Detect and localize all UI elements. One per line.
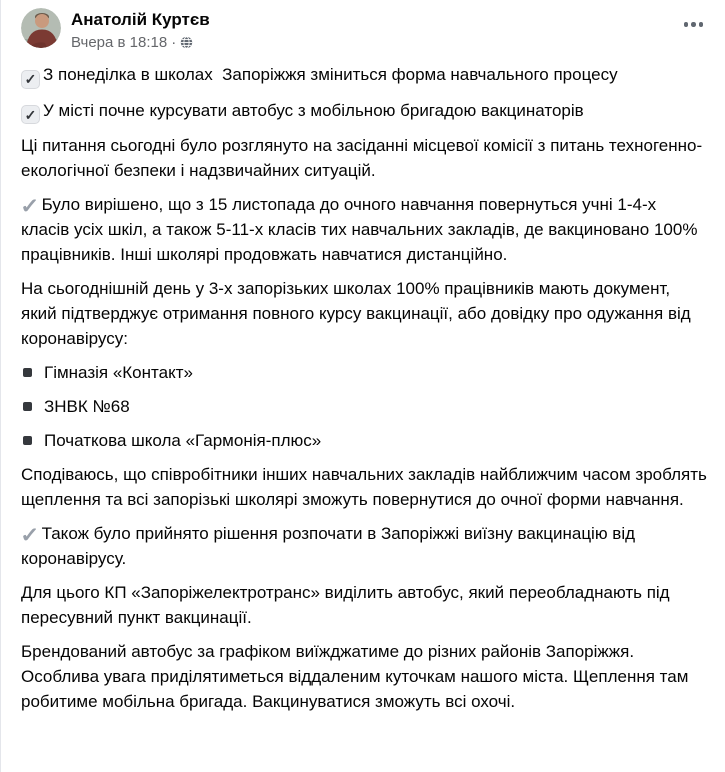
post-paragraph: ✓ У місті почне курсувати автобус з мобільною бригадою вакцинаторів [21, 98, 707, 125]
ballot-box-check-icon: ✓ [21, 105, 40, 124]
black-square-bullet-icon [23, 368, 32, 377]
post-paragraph: На сьогоднішній день у 3-х запорізьких школах 100% працівників мають документ, який підтверджує отримання повного курсу вакцинації, або довідку про одужання від коронавірусу: [21, 279, 696, 348]
black-square-bullet-icon [23, 402, 32, 411]
globe-public-icon [180, 36, 193, 49]
gray-check-icon: ✓ [20, 195, 40, 218]
timestamp[interactable]: Вчера в 18:18 [71, 34, 168, 51]
post-paragraph: ✓ Також було прийнято рішення розпочати в Запоріжжі виїзну вакцинацію від коронавірусу. [20, 524, 640, 568]
post-list-item: Гімназія «Контакт» [21, 360, 707, 385]
post-paragraph: ✓ З понеділка в школах Запоріжжя зміниться форма навчального процесу [21, 62, 707, 89]
header-text [71, 8, 680, 52]
post-list-item: ЗНВК №68 [21, 394, 707, 419]
ellipsis-icon [684, 22, 704, 27]
ballot-box-check-icon: ✓ [21, 70, 40, 89]
post-paragraph: Сподіваюсь, що співробітники інших навчальних закладів найближчим часом зроблять щеплення та всі запорізькі школярі зможуть повернутися до очної форми навчання. [21, 465, 712, 509]
avatar-photo [21, 8, 61, 48]
post-paragraph: Брендований автобус за графіком виїжджатиме до різних районів Запоріжжя. Особлива увага приділятиметься віддаленим куточкам нашого міста. Щеплення там робитиме мобільна бригада. Вакцинуватися зможуть всі охочі. [21, 642, 694, 711]
post-paragraph: Для цього КП «Запоріжелектротранс» виділить автобус, який переобладнають під пересувний пункт вакцинації. [21, 583, 675, 627]
meta-separator: · [171, 34, 177, 51]
post-options-button[interactable] [680, 8, 708, 37]
avatar[interactable] [21, 8, 61, 48]
gray-check-icon: ✓ [20, 524, 40, 547]
author-name[interactable]: Анатолій Куртєв [71, 10, 210, 29]
post-paragraph: Ці питання сьогодні було розглянуто на засіданні місцевої комісії з питань техногенно-екологічної безпеки і надзвичайних ситуацій. [21, 136, 703, 180]
post-list-item: Початкова школа «Гармонія-плюс» [21, 428, 707, 453]
post-meta [71, 33, 680, 52]
post-header [21, 8, 707, 52]
black-square-bullet-icon [23, 436, 32, 445]
post-paragraph: ✓ Було вирішено, що з 15 листопада до очного навчання повернуться учні 1-4-х класів усіх шкіл, а також 5-11-х класів тих навчальних закладів, де вакциновано 100% працівників. Інші школярі продовжать навчатися дистанційно. [20, 195, 703, 264]
post-body [20, 62, 712, 714]
